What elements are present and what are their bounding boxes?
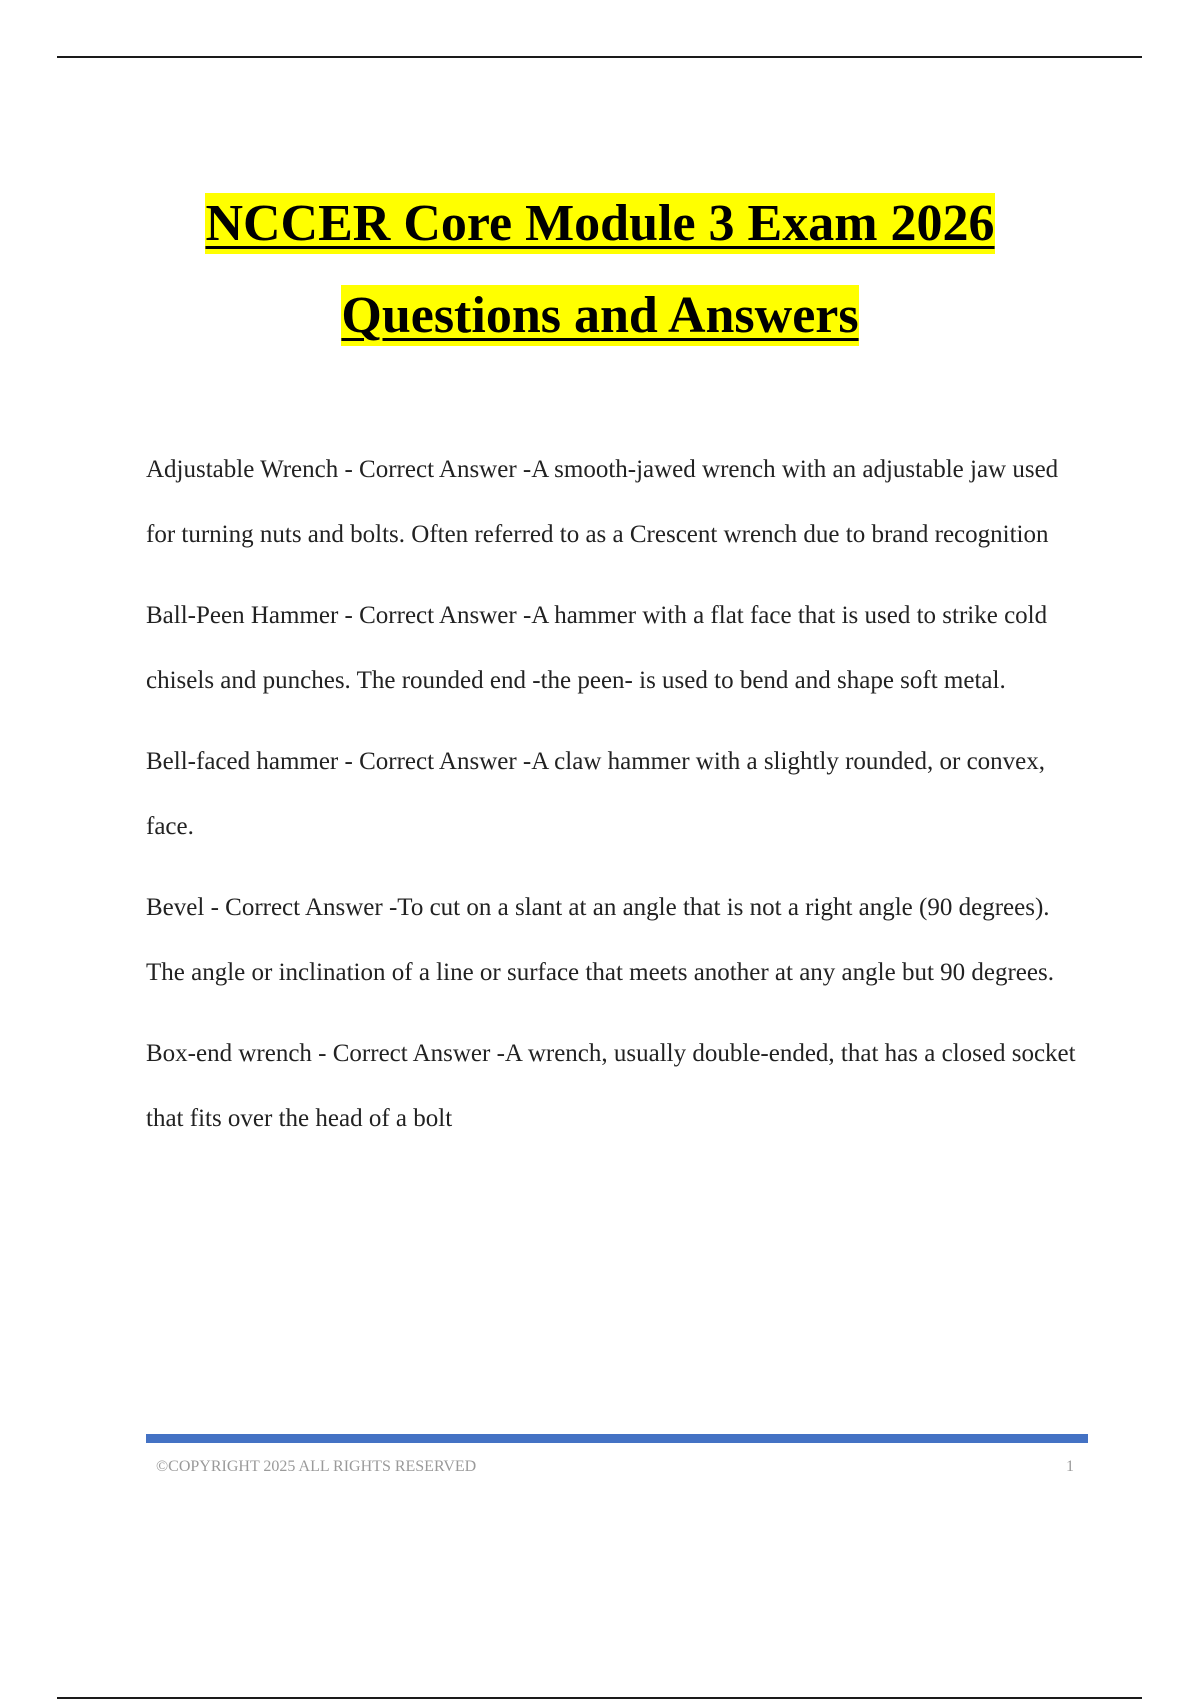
footer-divider: [146, 1434, 1088, 1443]
qa-item-ball-peen-hammer: Ball-Peen Hammer - Correct Answer -A hammer with a flat face that is used to strike cold chisels and punches. The rounded end -the peen- is used to bend and shape soft metal.: [146, 602, 1048, 694]
document-title: [0, 178, 1200, 362]
footer-copyright: ©COPYRIGHT 2025 ALL RIGHTS RESERVED: [156, 1458, 477, 1475]
qa-item-adjustable-wrench: Adjustable Wrench - Correct Answer -A smooth-jawed wrench with an adjustable jaw used for turning nuts and bolts. Often referred to as a Crescent wrench due to brand recognition: [146, 456, 1059, 548]
top-rule: [57, 56, 1142, 58]
qa-item-bell-faced-hammer: Bell-faced hammer - Correct Answer -A claw hammer with a slightly rounded, or convex, face.: [146, 748, 1046, 840]
title-line-1-text: NCCER Core Module 3 Exam 2026: [205, 195, 995, 252]
title-line-2-text: Questions and Answers: [341, 287, 859, 344]
title-line-1: [0, 178, 1200, 270]
page-number: 1: [1066, 1458, 1074, 1475]
title-line-2: [0, 270, 1200, 362]
qa-list: [146, 437, 1086, 1167]
bottom-rule: [57, 1697, 1142, 1699]
qa-item-bevel: Bevel - Correct Answer -To cut on a slant at an angle that is not a right angle (90 degrees). The angle or inclination of a line or surface that meets another at any angle but 90 degrees.: [146, 894, 1054, 986]
qa-item-box-end-wrench: Box-end wrench - Correct Answer -A wrench, usually double-ended, that has a closed socket that fits over the head of a bolt: [146, 1040, 1076, 1132]
